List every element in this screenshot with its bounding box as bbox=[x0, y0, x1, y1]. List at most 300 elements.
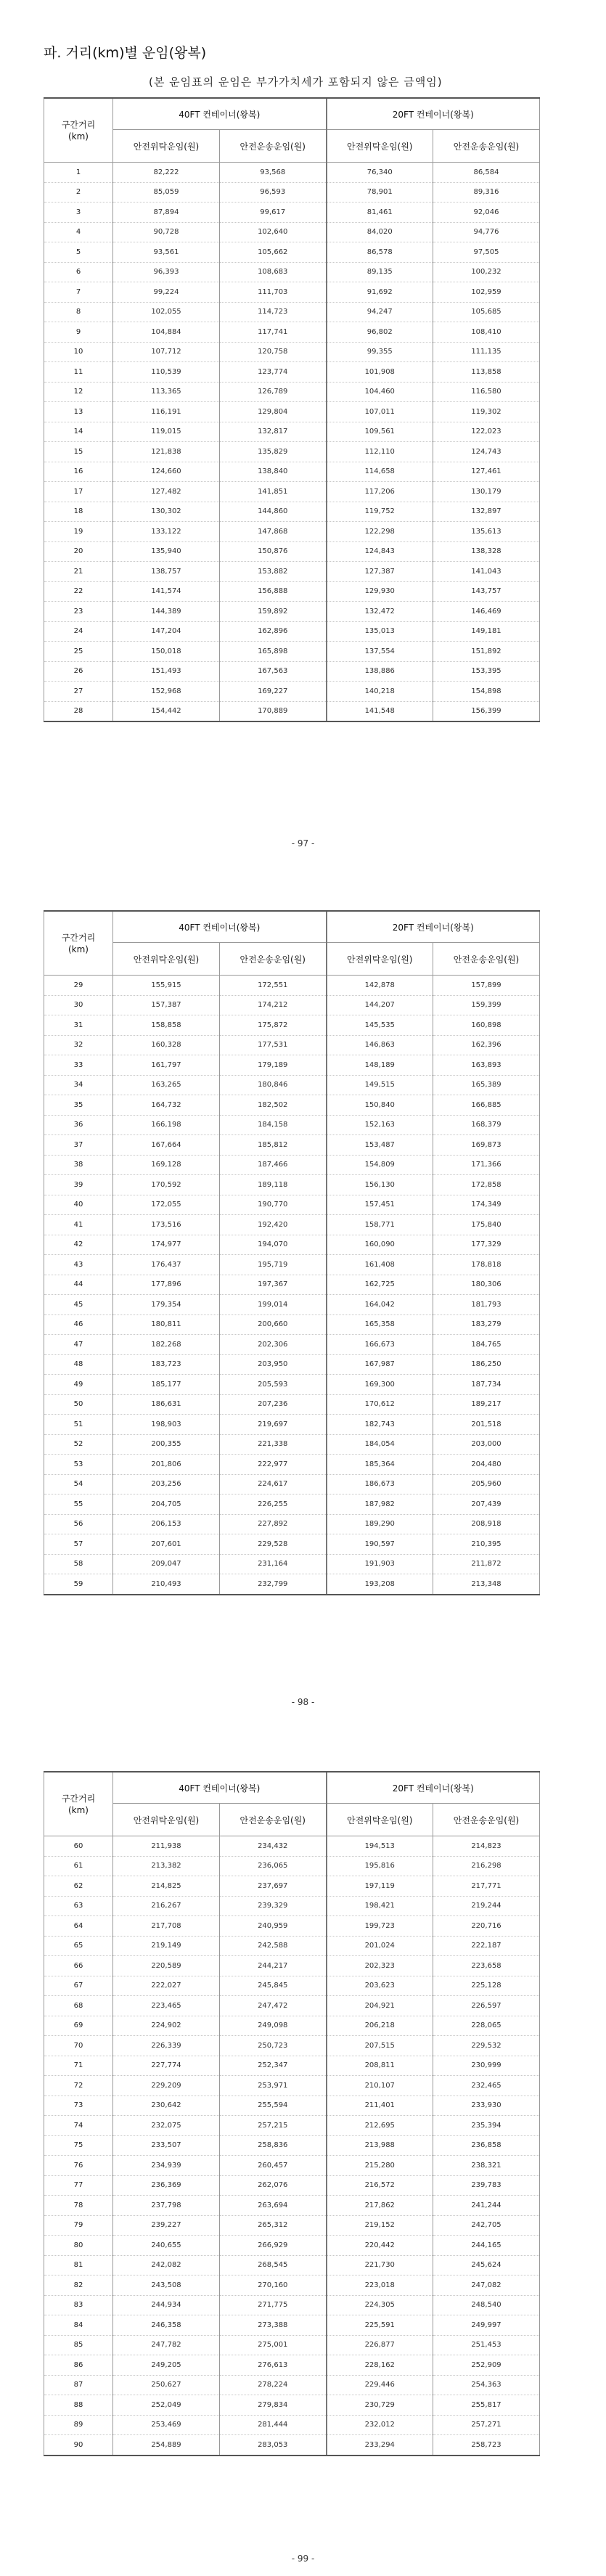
rate-page-2 bbox=[44, 910, 540, 1595]
distance-km-cell: 41 bbox=[44, 1215, 113, 1235]
distance-km-cell: 6 bbox=[44, 262, 113, 282]
rate-40ft-transport-cell: 242,588 bbox=[220, 1936, 327, 1956]
table-row bbox=[44, 1135, 540, 1156]
rate-page-3 bbox=[44, 1771, 540, 2456]
table-row bbox=[44, 222, 540, 242]
rate-20ft-entrust-cell: 119,752 bbox=[327, 502, 433, 522]
rate-40ft-entrust-cell: 200,355 bbox=[113, 1434, 220, 1455]
rate-40ft-entrust-cell: 220,589 bbox=[113, 1956, 220, 1976]
rate-20ft-transport-cell: 122,023 bbox=[433, 422, 540, 442]
rate-20ft-entrust-cell: 117,206 bbox=[327, 482, 433, 502]
distance-km-cell: 75 bbox=[44, 2135, 113, 2156]
rate-20ft-entrust-cell: 203,623 bbox=[327, 1976, 433, 1996]
distance-km-cell: 53 bbox=[44, 1455, 113, 1475]
rate-20ft-transport-cell: 217,771 bbox=[433, 1876, 540, 1897]
table-row bbox=[44, 1175, 540, 1195]
rate-20ft-transport-cell: 210,395 bbox=[433, 1534, 540, 1555]
rate-20ft-transport-cell: 143,757 bbox=[433, 581, 540, 602]
rate-40ft-entrust-cell: 226,339 bbox=[113, 2036, 220, 2056]
rate-20ft-entrust-cell: 190,597 bbox=[327, 1534, 433, 1555]
distance-km-cell: 3 bbox=[44, 203, 113, 223]
table-row bbox=[44, 1434, 540, 1455]
table-row bbox=[44, 522, 540, 542]
table-row bbox=[44, 1534, 540, 1555]
header-20ft-entrust: 안전위탁운임(원) bbox=[327, 1804, 433, 1836]
rate-20ft-transport-cell: 187,734 bbox=[433, 1375, 540, 1395]
rate-20ft-transport-cell: 252,909 bbox=[433, 2355, 540, 2376]
rate-40ft-entrust-cell: 172,055 bbox=[113, 1195, 220, 1215]
rate-40ft-transport-cell: 236,065 bbox=[220, 1856, 327, 1876]
rate-40ft-transport-cell: 153,882 bbox=[220, 562, 327, 582]
rate-20ft-entrust-cell: 104,460 bbox=[327, 382, 433, 402]
distance-km-cell: 55 bbox=[44, 1495, 113, 1515]
distance-km-cell: 31 bbox=[44, 1015, 113, 1036]
rate-40ft-entrust-cell: 152,968 bbox=[113, 682, 220, 702]
table-row bbox=[44, 1055, 540, 1076]
rate-20ft-entrust-cell: 195,816 bbox=[327, 1856, 433, 1876]
rate-20ft-transport-cell: 86,584 bbox=[433, 163, 540, 183]
rate-40ft-transport-cell: 232,799 bbox=[220, 1574, 327, 1595]
table-row bbox=[44, 1095, 540, 1116]
rate-40ft-entrust-cell: 90,728 bbox=[113, 222, 220, 242]
rate-40ft-entrust-cell: 237,798 bbox=[113, 2196, 220, 2216]
header-20ft-entrust: 안전위탁운임(원) bbox=[327, 130, 433, 163]
distance-km-cell: 39 bbox=[44, 1175, 113, 1195]
rate-40ft-transport-cell: 258,836 bbox=[220, 2135, 327, 2156]
rate-40ft-entrust-cell: 177,896 bbox=[113, 1275, 220, 1295]
rate-20ft-transport-cell: 225,128 bbox=[433, 1976, 540, 1996]
rate-40ft-transport-cell: 114,723 bbox=[220, 302, 327, 322]
header-40ft-entrust: 안전위탁운임(원) bbox=[113, 1804, 220, 1836]
rate-20ft-entrust-cell: 212,695 bbox=[327, 2116, 433, 2136]
rate-40ft-transport-cell: 132,817 bbox=[220, 422, 327, 442]
rate-40ft-entrust-cell: 233,507 bbox=[113, 2135, 220, 2156]
rate-40ft-entrust-cell: 104,884 bbox=[113, 322, 220, 343]
rate-40ft-entrust-cell: 183,723 bbox=[113, 1354, 220, 1375]
rate-40ft-entrust-cell: 244,934 bbox=[113, 2295, 220, 2315]
rate-40ft-transport-cell: 117,741 bbox=[220, 322, 327, 343]
rate-40ft-transport-cell: 141,851 bbox=[220, 482, 327, 502]
rate-40ft-transport-cell: 202,306 bbox=[220, 1335, 327, 1355]
rate-40ft-transport-cell: 172,551 bbox=[220, 976, 327, 996]
rate-40ft-transport-cell: 156,888 bbox=[220, 581, 327, 602]
rate-40ft-entrust-cell: 154,442 bbox=[113, 701, 220, 721]
table-row bbox=[44, 182, 540, 203]
rate-40ft-entrust-cell: 121,838 bbox=[113, 442, 220, 462]
rate-20ft-entrust-cell: 101,908 bbox=[327, 362, 433, 383]
rate-20ft-entrust-cell: 140,218 bbox=[327, 682, 433, 702]
rate-40ft-entrust-cell: 160,328 bbox=[113, 1035, 220, 1055]
rate-20ft-entrust-cell: 86,578 bbox=[327, 242, 433, 263]
rate-40ft-transport-cell: 219,697 bbox=[220, 1415, 327, 1435]
rate-40ft-entrust-cell: 179,354 bbox=[113, 1295, 220, 1315]
distance-km-cell: 50 bbox=[44, 1394, 113, 1415]
rate-20ft-entrust-cell: 198,421 bbox=[327, 1896, 433, 1916]
rate-40ft-entrust-cell: 113,365 bbox=[113, 382, 220, 402]
table-row bbox=[44, 2196, 540, 2216]
rate-20ft-entrust-cell: 233,294 bbox=[327, 2435, 433, 2456]
rate-40ft-entrust-cell: 96,393 bbox=[113, 262, 220, 282]
rate-page-1 bbox=[44, 97, 540, 722]
rate-table bbox=[44, 97, 540, 722]
distance-km-cell: 46 bbox=[44, 1314, 113, 1335]
rate-40ft-entrust-cell: 151,493 bbox=[113, 661, 220, 682]
rate-40ft-transport-cell: 279,834 bbox=[220, 2395, 327, 2416]
rate-40ft-entrust-cell: 210,493 bbox=[113, 1574, 220, 1595]
rate-20ft-transport-cell: 171,366 bbox=[433, 1155, 540, 1175]
distance-km-cell: 89 bbox=[44, 2415, 113, 2435]
rate-20ft-transport-cell: 242,705 bbox=[433, 2215, 540, 2236]
rate-20ft-transport-cell: 169,873 bbox=[433, 1135, 540, 1156]
table-row bbox=[44, 1514, 540, 1534]
rate-20ft-transport-cell: 207,439 bbox=[433, 1495, 540, 1515]
rate-40ft-transport-cell: 93,568 bbox=[220, 163, 327, 183]
rate-40ft-entrust-cell: 232,075 bbox=[113, 2116, 220, 2136]
rate-40ft-transport-cell: 266,929 bbox=[220, 2236, 327, 2256]
distance-km-cell: 20 bbox=[44, 541, 113, 562]
rate-40ft-entrust-cell: 87,894 bbox=[113, 203, 220, 223]
distance-header: 구간거리 (km) bbox=[44, 911, 113, 976]
distance-km-cell: 16 bbox=[44, 462, 113, 482]
rate-20ft-entrust-cell: 112,110 bbox=[327, 442, 433, 462]
distance-km-cell: 69 bbox=[44, 2016, 113, 2036]
rate-40ft-entrust-cell: 213,382 bbox=[113, 1856, 220, 1876]
distance-km-cell: 8 bbox=[44, 302, 113, 322]
rate-40ft-transport-cell: 262,076 bbox=[220, 2175, 327, 2196]
header-40ft: 40FT 컨테이너(왕복) bbox=[113, 911, 327, 943]
rate-20ft-entrust-cell: 150,840 bbox=[327, 1095, 433, 1116]
rate-40ft-entrust-cell: 206,153 bbox=[113, 1514, 220, 1534]
rate-40ft-entrust-cell: 176,437 bbox=[113, 1255, 220, 1275]
rate-20ft-transport-cell: 203,000 bbox=[433, 1434, 540, 1455]
distance-km-cell: 12 bbox=[44, 382, 113, 402]
rate-40ft-entrust-cell: 173,516 bbox=[113, 1215, 220, 1235]
rate-20ft-transport-cell: 186,250 bbox=[433, 1354, 540, 1375]
rate-20ft-entrust-cell: 220,442 bbox=[327, 2236, 433, 2256]
rate-20ft-entrust-cell: 160,090 bbox=[327, 1235, 433, 1255]
rate-40ft-transport-cell: 123,774 bbox=[220, 362, 327, 383]
rate-40ft-entrust-cell: 242,082 bbox=[113, 2255, 220, 2276]
rate-40ft-transport-cell: 108,683 bbox=[220, 262, 327, 282]
table-row bbox=[44, 322, 540, 343]
distance-km-cell: 88 bbox=[44, 2395, 113, 2416]
table-row bbox=[44, 1155, 540, 1175]
rate-40ft-entrust-cell: 250,627 bbox=[113, 2375, 220, 2395]
distance-km-cell: 47 bbox=[44, 1335, 113, 1355]
rate-table bbox=[44, 1771, 540, 2456]
rate-20ft-transport-cell: 168,379 bbox=[433, 1115, 540, 1135]
rate-20ft-entrust-cell: 204,921 bbox=[327, 1996, 433, 2016]
rate-20ft-entrust-cell: 158,771 bbox=[327, 1215, 433, 1235]
rate-40ft-entrust-cell: 223,465 bbox=[113, 1996, 220, 2016]
distance-km-cell: 38 bbox=[44, 1155, 113, 1175]
rate-20ft-entrust-cell: 109,561 bbox=[327, 422, 433, 442]
rate-40ft-transport-cell: 105,662 bbox=[220, 242, 327, 263]
table-row bbox=[44, 1354, 540, 1375]
distance-km-cell: 65 bbox=[44, 1936, 113, 1956]
distance-km-cell: 18 bbox=[44, 502, 113, 522]
distance-km-cell: 63 bbox=[44, 1896, 113, 1916]
rate-40ft-entrust-cell: 236,369 bbox=[113, 2175, 220, 2196]
table-row bbox=[44, 1574, 540, 1595]
rate-40ft-entrust-cell: 174,977 bbox=[113, 1235, 220, 1255]
rate-40ft-entrust-cell: 243,508 bbox=[113, 2276, 220, 2296]
table-row bbox=[44, 2295, 540, 2315]
table-row bbox=[44, 995, 540, 1015]
rate-40ft-transport-cell: 175,872 bbox=[220, 1015, 327, 1036]
rate-40ft-entrust-cell: 102,055 bbox=[113, 302, 220, 322]
rate-20ft-transport-cell: 213,348 bbox=[433, 1574, 540, 1595]
section-heading: 파. 거리(km)별 운임(왕복) bbox=[44, 45, 207, 61]
rate-20ft-transport-cell: 238,321 bbox=[433, 2156, 540, 2176]
rate-40ft-transport-cell: 271,775 bbox=[220, 2295, 327, 2315]
distance-km-cell: 35 bbox=[44, 1095, 113, 1116]
table-row bbox=[44, 262, 540, 282]
distance-km-cell: 36 bbox=[44, 1115, 113, 1135]
distance-km-cell: 84 bbox=[44, 2315, 113, 2336]
table-row bbox=[44, 2335, 540, 2355]
rate-20ft-transport-cell: 189,217 bbox=[433, 1394, 540, 1415]
table-row bbox=[44, 163, 540, 183]
distance-km-cell: 11 bbox=[44, 362, 113, 383]
rate-20ft-transport-cell: 226,597 bbox=[433, 1996, 540, 2016]
rate-20ft-transport-cell: 177,329 bbox=[433, 1235, 540, 1255]
table-row bbox=[44, 502, 540, 522]
rate-20ft-entrust-cell: 189,290 bbox=[327, 1514, 433, 1534]
rate-40ft-entrust-cell: 161,797 bbox=[113, 1055, 220, 1076]
table-row bbox=[44, 342, 540, 362]
distance-km-cell: 40 bbox=[44, 1195, 113, 1215]
distance-km-cell: 85 bbox=[44, 2335, 113, 2355]
rate-20ft-transport-cell: 113,858 bbox=[433, 362, 540, 383]
rate-40ft-transport-cell: 182,502 bbox=[220, 1095, 327, 1116]
table-row bbox=[44, 422, 540, 442]
distance-km-cell: 56 bbox=[44, 1514, 113, 1534]
rate-40ft-entrust-cell: 147,204 bbox=[113, 621, 220, 642]
rate-40ft-transport-cell: 281,444 bbox=[220, 2415, 327, 2435]
rate-20ft-transport-cell: 163,893 bbox=[433, 1055, 540, 1076]
rate-20ft-entrust-cell: 217,862 bbox=[327, 2196, 433, 2216]
table-row bbox=[44, 1394, 540, 1415]
distance-km-cell: 82 bbox=[44, 2276, 113, 2296]
rate-20ft-entrust-cell: 185,364 bbox=[327, 1455, 433, 1475]
rate-20ft-entrust-cell: 224,305 bbox=[327, 2295, 433, 2315]
table-row bbox=[44, 2116, 540, 2136]
table-row bbox=[44, 442, 540, 462]
rate-40ft-entrust-cell: 163,265 bbox=[113, 1075, 220, 1095]
table-row bbox=[44, 2395, 540, 2416]
rate-20ft-transport-cell: 211,872 bbox=[433, 1554, 540, 1574]
rate-20ft-transport-cell: 241,244 bbox=[433, 2196, 540, 2216]
rate-40ft-transport-cell: 190,770 bbox=[220, 1195, 327, 1215]
distance-km-cell: 62 bbox=[44, 1876, 113, 1897]
rate-40ft-entrust-cell: 150,018 bbox=[113, 642, 220, 662]
rate-20ft-transport-cell: 236,858 bbox=[433, 2135, 540, 2156]
table-row bbox=[44, 1956, 540, 1976]
rate-40ft-entrust-cell: 144,389 bbox=[113, 602, 220, 622]
rate-40ft-transport-cell: 273,388 bbox=[220, 2315, 327, 2336]
header-20ft-transport: 안전운송운임(원) bbox=[433, 1804, 540, 1836]
rate-20ft-transport-cell: 159,399 bbox=[433, 995, 540, 1015]
header-20ft-transport: 안전운송운임(원) bbox=[433, 130, 540, 163]
table-row bbox=[44, 1015, 540, 1036]
table-row bbox=[44, 1836, 540, 1857]
distance-km-cell: 22 bbox=[44, 581, 113, 602]
rate-20ft-entrust-cell: 164,042 bbox=[327, 1295, 433, 1315]
table-row bbox=[44, 2255, 540, 2276]
rate-20ft-transport-cell: 183,279 bbox=[433, 1314, 540, 1335]
table-row bbox=[44, 581, 540, 602]
rate-40ft-entrust-cell: 247,782 bbox=[113, 2335, 220, 2355]
distance-km-cell: 25 bbox=[44, 642, 113, 662]
table-row bbox=[44, 1295, 540, 1315]
rate-20ft-entrust-cell: 152,163 bbox=[327, 1115, 433, 1135]
rate-40ft-transport-cell: 263,694 bbox=[220, 2196, 327, 2216]
table-row bbox=[44, 1275, 540, 1295]
rate-20ft-transport-cell: 258,723 bbox=[433, 2435, 540, 2456]
rate-20ft-transport-cell: 172,858 bbox=[433, 1175, 540, 1195]
rate-40ft-entrust-cell: 254,889 bbox=[113, 2435, 220, 2456]
rate-20ft-transport-cell: 180,306 bbox=[433, 1275, 540, 1295]
rate-20ft-entrust-cell: 182,743 bbox=[327, 1415, 433, 1435]
rate-40ft-transport-cell: 174,212 bbox=[220, 995, 327, 1015]
rate-40ft-transport-cell: 229,528 bbox=[220, 1534, 327, 1555]
table-row bbox=[44, 602, 540, 622]
table-row bbox=[44, 682, 540, 702]
rate-20ft-transport-cell: 244,165 bbox=[433, 2236, 540, 2256]
rate-40ft-entrust-cell: 249,205 bbox=[113, 2355, 220, 2376]
table-row bbox=[44, 1495, 540, 1515]
rate-40ft-transport-cell: 180,846 bbox=[220, 1075, 327, 1095]
rate-20ft-entrust-cell: 81,461 bbox=[327, 203, 433, 223]
rate-20ft-entrust-cell: 167,987 bbox=[327, 1354, 433, 1375]
rate-40ft-entrust-cell: 227,774 bbox=[113, 2056, 220, 2076]
rate-20ft-entrust-cell: 84,020 bbox=[327, 222, 433, 242]
rate-20ft-entrust-cell: 213,988 bbox=[327, 2135, 433, 2156]
rate-20ft-transport-cell: 204,480 bbox=[433, 1455, 540, 1475]
rate-20ft-entrust-cell: 129,930 bbox=[327, 581, 433, 602]
rate-40ft-transport-cell: 111,703 bbox=[220, 282, 327, 303]
rate-20ft-transport-cell: 100,232 bbox=[433, 262, 540, 282]
distance-km-cell: 15 bbox=[44, 442, 113, 462]
table-row bbox=[44, 1314, 540, 1335]
table-row bbox=[44, 1115, 540, 1135]
rate-20ft-entrust-cell: 162,725 bbox=[327, 1275, 433, 1295]
rate-20ft-entrust-cell: 124,843 bbox=[327, 541, 433, 562]
table-row bbox=[44, 1554, 540, 1574]
rate-40ft-entrust-cell: 182,268 bbox=[113, 1335, 220, 1355]
rate-40ft-transport-cell: 187,466 bbox=[220, 1155, 327, 1175]
rate-20ft-transport-cell: 251,453 bbox=[433, 2335, 540, 2355]
rate-40ft-entrust-cell: 209,047 bbox=[113, 1554, 220, 1574]
rate-20ft-entrust-cell: 91,692 bbox=[327, 282, 433, 303]
table-row bbox=[44, 1936, 540, 1956]
rate-40ft-transport-cell: 207,236 bbox=[220, 1394, 327, 1415]
rate-20ft-transport-cell: 151,892 bbox=[433, 642, 540, 662]
rate-20ft-transport-cell: 111,135 bbox=[433, 342, 540, 362]
rate-20ft-transport-cell: 219,244 bbox=[433, 1896, 540, 1916]
rate-40ft-transport-cell: 195,719 bbox=[220, 1255, 327, 1275]
rate-40ft-transport-cell: 250,723 bbox=[220, 2036, 327, 2056]
rate-40ft-transport-cell: 199,014 bbox=[220, 1295, 327, 1315]
rate-20ft-entrust-cell: 215,280 bbox=[327, 2156, 433, 2176]
rate-20ft-transport-cell: 94,776 bbox=[433, 222, 540, 242]
rate-40ft-entrust-cell: 234,939 bbox=[113, 2156, 220, 2176]
rate-20ft-transport-cell: 254,363 bbox=[433, 2375, 540, 2395]
rate-20ft-entrust-cell: 191,903 bbox=[327, 1554, 433, 1574]
rate-20ft-entrust-cell: 114,658 bbox=[327, 462, 433, 482]
rate-20ft-transport-cell: 208,918 bbox=[433, 1514, 540, 1534]
table-row bbox=[44, 482, 540, 502]
rate-20ft-transport-cell: 132,897 bbox=[433, 502, 540, 522]
rate-40ft-entrust-cell: 185,177 bbox=[113, 1375, 220, 1395]
rate-20ft-entrust-cell: 94,247 bbox=[327, 302, 433, 322]
rate-20ft-transport-cell: 166,885 bbox=[433, 1095, 540, 1116]
header-40ft: 40FT 컨테이너(왕복) bbox=[113, 1772, 327, 1804]
distance-km-cell: 59 bbox=[44, 1574, 113, 1595]
table-row bbox=[44, 2375, 540, 2395]
distance-km-cell: 43 bbox=[44, 1255, 113, 1275]
table-row bbox=[44, 1455, 540, 1475]
table-row bbox=[44, 2016, 540, 2036]
rate-40ft-entrust-cell: 211,938 bbox=[113, 1836, 220, 1857]
table-row bbox=[44, 1876, 540, 1897]
table-row bbox=[44, 242, 540, 263]
rate-40ft-transport-cell: 138,840 bbox=[220, 462, 327, 482]
rate-20ft-entrust-cell: 223,018 bbox=[327, 2276, 433, 2296]
rate-40ft-transport-cell: 162,896 bbox=[220, 621, 327, 642]
rate-40ft-transport-cell: 147,868 bbox=[220, 522, 327, 542]
rate-20ft-transport-cell: 162,396 bbox=[433, 1035, 540, 1055]
rate-20ft-entrust-cell: 186,673 bbox=[327, 1474, 433, 1495]
distance-km-cell: 64 bbox=[44, 1916, 113, 1937]
rate-40ft-transport-cell: 165,898 bbox=[220, 642, 327, 662]
table-row bbox=[44, 2056, 540, 2076]
rate-40ft-transport-cell: 194,070 bbox=[220, 1235, 327, 1255]
rate-20ft-transport-cell: 229,532 bbox=[433, 2036, 540, 2056]
rate-40ft-entrust-cell: 253,469 bbox=[113, 2415, 220, 2435]
table-row bbox=[44, 1996, 540, 2016]
distance-km-cell: 5 bbox=[44, 242, 113, 263]
rate-20ft-entrust-cell: 187,982 bbox=[327, 1495, 433, 1515]
distance-km-cell: 90 bbox=[44, 2435, 113, 2456]
rate-20ft-entrust-cell: 194,513 bbox=[327, 1836, 433, 1857]
table-row bbox=[44, 2156, 540, 2176]
rate-20ft-entrust-cell: 78,901 bbox=[327, 182, 433, 203]
rate-20ft-transport-cell: 222,187 bbox=[433, 1936, 540, 1956]
rate-40ft-entrust-cell: 246,358 bbox=[113, 2315, 220, 2336]
table-row bbox=[44, 1415, 540, 1435]
rate-20ft-transport-cell: 141,043 bbox=[433, 562, 540, 582]
rate-20ft-entrust-cell: 199,723 bbox=[327, 1916, 433, 1937]
distance-km-cell: 23 bbox=[44, 602, 113, 622]
rate-20ft-entrust-cell: 206,218 bbox=[327, 2016, 433, 2036]
rate-20ft-entrust-cell: 228,162 bbox=[327, 2355, 433, 2376]
rate-20ft-transport-cell: 178,818 bbox=[433, 1255, 540, 1275]
rate-20ft-entrust-cell: 157,451 bbox=[327, 1195, 433, 1215]
rate-40ft-entrust-cell: 224,902 bbox=[113, 2016, 220, 2036]
rate-40ft-transport-cell: 226,255 bbox=[220, 1495, 327, 1515]
rate-20ft-entrust-cell: 193,208 bbox=[327, 1574, 433, 1595]
rate-20ft-transport-cell: 257,271 bbox=[433, 2415, 540, 2435]
distance-km-cell: 79 bbox=[44, 2215, 113, 2236]
rate-40ft-transport-cell: 270,160 bbox=[220, 2276, 327, 2296]
rate-20ft-entrust-cell: 76,340 bbox=[327, 163, 433, 183]
distance-km-cell: 10 bbox=[44, 342, 113, 362]
rate-20ft-entrust-cell: 156,130 bbox=[327, 1175, 433, 1195]
rate-20ft-transport-cell: 233,930 bbox=[433, 2095, 540, 2116]
rate-40ft-transport-cell: 252,347 bbox=[220, 2056, 327, 2076]
